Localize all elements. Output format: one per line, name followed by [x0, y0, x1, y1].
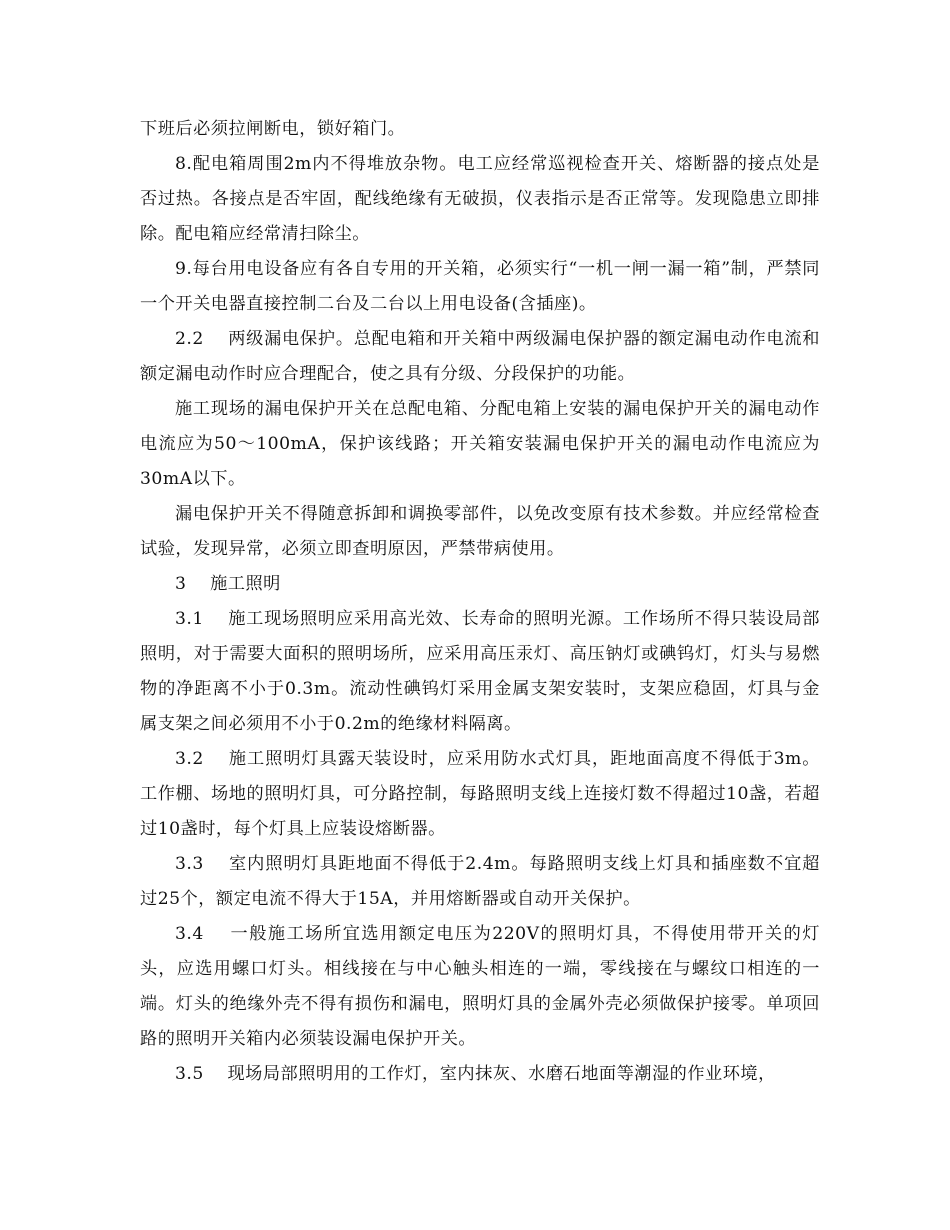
paragraph-1: 下班后必须拉闸断电，锁好箱门。 [140, 119, 406, 139]
paragraph-3-1: 3.1 施工现场照明应采用高光效、长寿命的照明光源。工作场所不得只装设局部照明，对于需要大面积的照明场所，应采用高压汞灯、高压钠灯或碘钨灯，灯头与易燃物的净距离不小于0.3m。流动性碘钨灯采用金属支架安装时，支架应稳固，灯具与金属支架之间必须用不小于0.2m的绝缘材料隔离。 [140, 609, 820, 734]
paragraph-3-3: 3.3 室内照明灯具距地面不得低于2.4m。每路照明支线上灯具和插座数不宜超过25个，额定电流不得大于15A，并用熔断器或自动开关保护。 [140, 854, 820, 909]
paragraph-2: 8.配电箱周围2m内不得堆放杂物。电工应经常巡视检查开关、熔断器的接点处是否过热。各接点是否牢固，配线绝缘有无破损，仪表指示是否正常等。发现隐患立即排除。配电箱应经常清扫除尘。 [140, 154, 820, 244]
document-body [140, 112, 820, 1092]
paragraph-3-4: 3.4 一般施工场所宜选用额定电压为220V的照明灯具，不得使用带开关的灯头，应选用螺口灯头。相线接在与中心触头相连的一端，零线接在与螺纹口相连的一端。灯头的绝缘外壳不得有损伤和漏电，照明灯具的金属外壳必须做保护接零。单项回路的照明开关箱内必须装设漏电保护开关。 [140, 924, 820, 1049]
paragraph-6: 漏电保护开关不得随意拆卸和调换零部件，以免改变原有技术参数。并应经常检查试验，发现异常，必须立即查明原因，严禁带病使用。 [140, 504, 820, 559]
paragraph-5: 施工现场的漏电保护开关在总配电箱、分配电箱上安装的漏电保护开关的漏电动作电流应为50～100mA，保护该线路；开关箱安装漏电保护开关的漏电动作电流应为30mA以下。 [140, 399, 820, 489]
paragraph-3-5: 3.5 现场局部照明用的工作灯，室内抹灰、水磨石地面等潮湿的作业环境， [175, 1064, 776, 1084]
paragraph-3: 9.每台用电设备应有各自专用的开关箱，必须实行“一机一闸一漏一箱”制，严禁同一个开关电器直接控制二台及二台以上用电设备(含插座)。 [140, 259, 820, 314]
section-heading-3: 3 施工照明 [175, 574, 281, 594]
paragraph-4: 2.2 两级漏电保护。总配电箱和开关箱中两级漏电保护器的额定漏电动作电流和额定漏电动作时应合理配合，使之具有分级、分段保护的功能。 [140, 329, 820, 384]
paragraph-3-2: 3.2 施工照明灯具露天装设时，应采用防水式灯具，距地面高度不得低于3m。工作棚、场地的照明灯具，可分路控制，每路照明支线上连接灯数不得超过10盏，若超过10盏时，每个灯具上应装设熔断器。 [140, 749, 820, 839]
